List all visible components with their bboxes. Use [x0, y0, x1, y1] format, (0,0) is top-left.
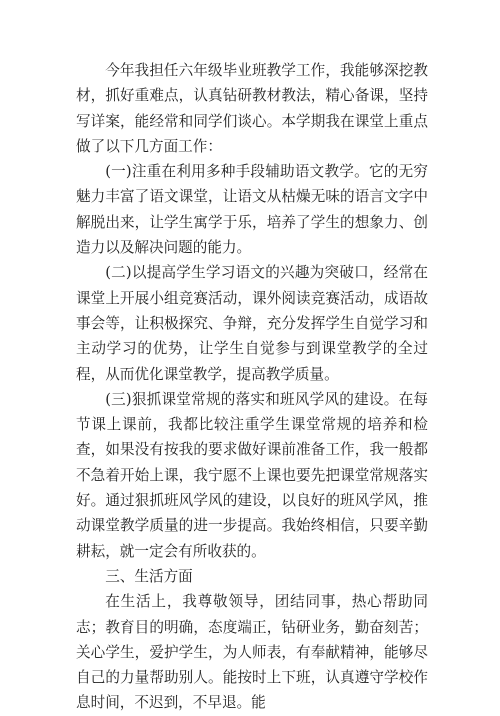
- section-heading-life: 三、生活方面: [105, 567, 193, 585]
- document-body: [76, 58, 428, 716]
- paragraph-life: 在生活上，我尊敬领导，团结同事，热心帮助同志；教育目的明确，态度端正，钻研业务，勤奋刻苦；关心学生，爱护学生，为人师表，有奉献精神，能够尽自己的力量帮助别人。能按时上下班，认真遵守学校作息时间，不迟到，不早退。能: [76, 593, 428, 712]
- paragraph-item-three: (三)狠抓课堂常规的落实和班风学风的建设。在每节课上课前，我都比较注重学生课堂常规的培养和检查，如果没有按我的要求做好课前准备工作，我一般都不急着开始上课，我宁愿不上课也要先把课堂常规落实好。通过狠抓班风学风的建设，以良好的班风学风，推动课堂教学质量的进一步提高。我始终相信，只要辛勤耕耘，就一定会有所收获的。: [76, 390, 428, 560]
- paragraph-item-one: (一)注重在利用多种手段辅助语文教学。它的无穷魅力丰富了语文课堂，让语文从枯燥无味的语言文字中解脱出来，让学生寓学于乐，培养了学生的想象力、创造力以及解决问题的能力。: [76, 163, 428, 257]
- paragraph-item-two: (二)以提高学生学习语文的兴趣为突破口，经常在课堂上开展小组竞赛活动，课外阅读竞赛活动，成语故事会等，让积极探究、争辩，充分发挥学生自觉学习和主动学习的优势，让学生自觉参与到课堂教学的全过程，从而优化课堂教学，提高教学质量。: [76, 264, 428, 383]
- paragraph-intro: 今年我担任六年级毕业班教学工作，我能够深挖教材，抓好重难点，认真钻研教材教法，精心备课，坚持写详案，能经常和同学们谈心。本学期我在课堂上重点做了以下几方面工作：: [76, 62, 428, 155]
